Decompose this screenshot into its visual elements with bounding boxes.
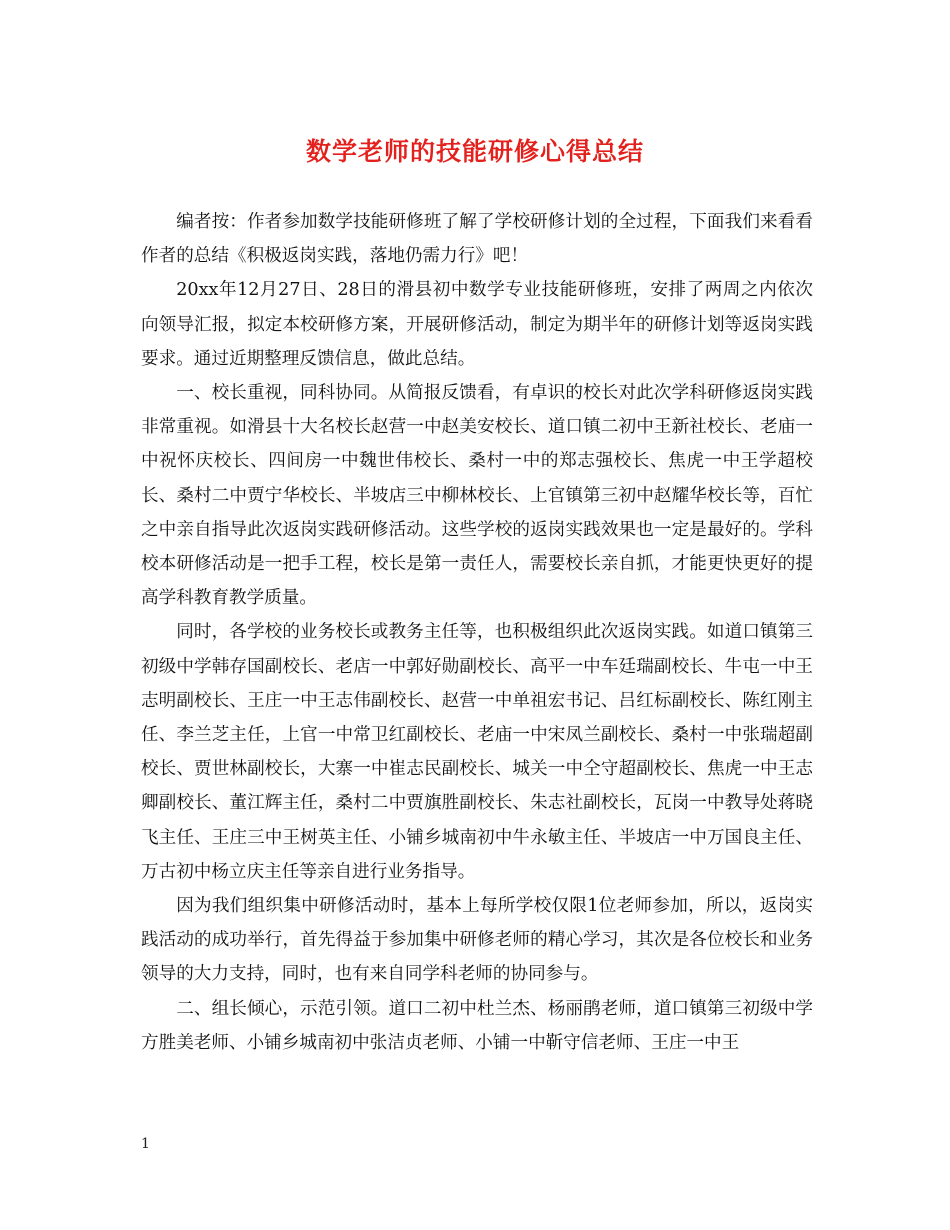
paragraph-section-one-continued: 同时，各学校的业务校长或教务主任等，也积极组织此次返岗实践。如道口镇第三初级中学韩存国副校长、老店一中郭好勋副校长、高平一中车廷瑞副校长、牛屯一中王志明副校长、王庄一中王志伟副校长、赵营一中单祖宏书记、吕红标副校长、陈红刚主任、李兰芝主任，上官一中常卫红副校长、老庙一中宋凤兰副校长、桑村一中张瑞超副校长、贾世林副校长，大寨一中崔志民副校长、城关一中仝守超副校长、焦虎一中王志卿副校长、董江辉主任，桑村二中贾旗胜副校长、朱志社副校长，瓦岗一中教导处蒋晓飞主任、王庄三中王树英主任、小铺乡城南初中牛永敏主任、半坡店一中万国良主任、万古初中杨立庆主任等亲自进行业务指导。 bbox=[141, 622, 813, 882]
paragraph-editor-note: 编者按：作者参加数学技能研修班了解了学校研修计划的全过程，下面我们来看看作者的总结《积极返岗实践，落地仍需力行》吧！ bbox=[141, 212, 813, 267]
document-title: 数学老师的技能研修心得总结 bbox=[305, 137, 644, 166]
document-body bbox=[141, 205, 813, 1060]
page-number: 1 bbox=[141, 1136, 150, 1152]
paragraph-intro: 20xx年12月27日、28日的滑县初中数学专业技能研修班，安排了两周之内依次向领导汇报，拟定本校研修方案，开展研修活动，制定为期半年的研修计划等返岗实践要求。通过近期整理反馈信息，做此总结。 bbox=[141, 280, 813, 369]
paragraph-section-one: 一、校长重视，同科协同。从简报反馈看，有卓识的校长对此次学科研修返岗实践非常重视。如滑县十大名校长赵营一中赵美安校长、道口镇二初中王新社校长、老庙一中祝怀庆校长、四间房一中魏世伟校长、桑村一中的郑志强校长、焦虎一中王学超校长、桑村二中贾宁华校长、半坡店三中柳林校长、上官镇第三初中赵耀华校长等，百忙之中亲自指导此次返岗实践研修活动。这些学校的返岗实践效果也一定是最好的。学科校本研修活动是一把手工程，校长是第一责任人，需要校长亲自抓，才能更快更好的提高学科教育教学质量。 bbox=[141, 383, 813, 609]
paragraph-reason: 因为我们组织集中研修活动时，基本上每所学校仅限1位老师参加，所以，返岗实践活动的成功举行，首先得益于参加集中研修老师的精心学习，其次是各位校长和业务领导的大力支持，同时，也有来自同学科老师的协同参与。 bbox=[141, 896, 813, 985]
paragraph-section-two: 二、组长倾心，示范引领。道口二初中杜兰杰、杨丽鹃老师，道口镇第三初级中学方胜美老师、小铺乡城南初中张洁贞老师、小铺一中靳守信老师、王庄一中王 bbox=[141, 998, 813, 1053]
